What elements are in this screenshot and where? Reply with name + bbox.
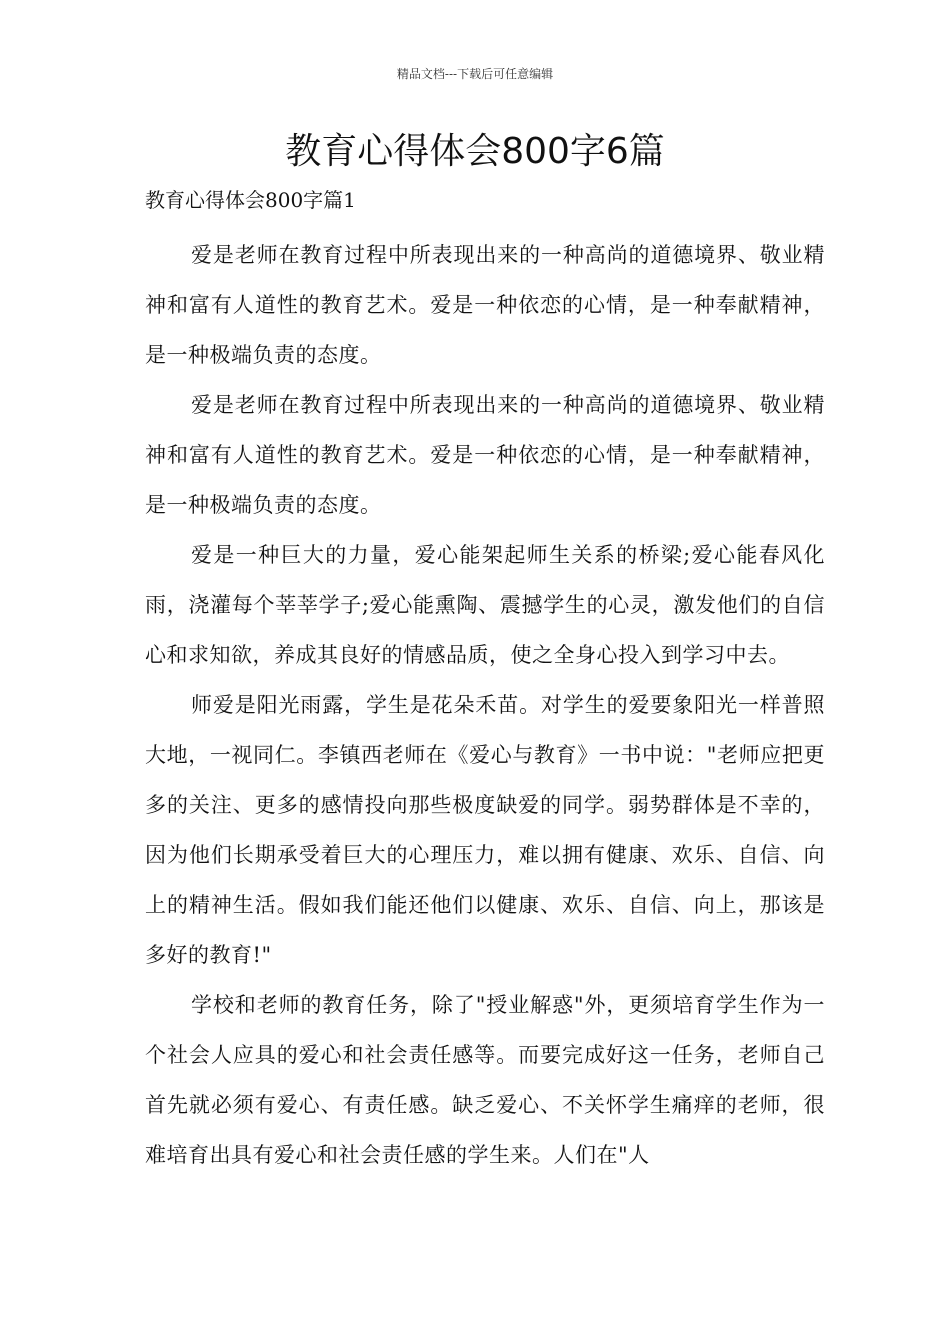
paragraph: 师爱是阳光雨露，学生是花朵禾苗。对学生的爱要象阳光一样普照大地，一视同仁。李镇西老师在《爱心与教育》一书中说："老师应把更多的关注、更多的感情投向那些极度缺爱的同学。弱势群体是不幸的，因为他们长期承受着巨大的心理压力，难以拥有健康、欢乐、自信、向上的精神生活。假如我们能还他们以健康、欢乐、自信、向上，那该是多好的教育!" [145,693,825,967]
paragraph: 爱是一种巨大的力量，爱心能架起师生关系的桥梁;爱心能春风化雨，浇灌每个莘莘学子;爱心能熏陶、震撼学生的心灵，激发他们的自信心和求知欲，养成其良好的情感品质，使之全身心投入到学习中去。 [145,543,825,667]
paragraph: 爱是老师在教育过程中所表现出来的一种高尚的道德境界、敬业精神和富有人道性的教育艺术。爱是一种依恋的心情，是一种奉献精神，是一种极端负责的态度。 [145,243,825,367]
paragraph: 学校和老师的教育任务，除了"授业解惑"外，更须培育学生作为一个社会人应具的爱心和社会责任感等。而要完成好这一任务，老师自己首先就必须有爱心、有责任感。缺乏爱心、不关怀学生痛痒的老师，很难培育出具有爱心和社会责任感的学生来。人们在"人 [145,993,825,1167]
paragraph: 爱是老师在教育过程中所表现出来的一种高尚的道德境界、敬业精神和富有人道性的教育艺术。爱是一种依恋的心情，是一种奉献精神，是一种极端负责的态度。 [145,393,825,517]
section-heading: 教育心得体会800字篇1 [145,188,356,212]
document-title: 教育心得体会800字6篇 [285,131,665,172]
header-note: 精品文档---下载后可任意编辑 [396,67,554,81]
body-text [145,230,825,1180]
